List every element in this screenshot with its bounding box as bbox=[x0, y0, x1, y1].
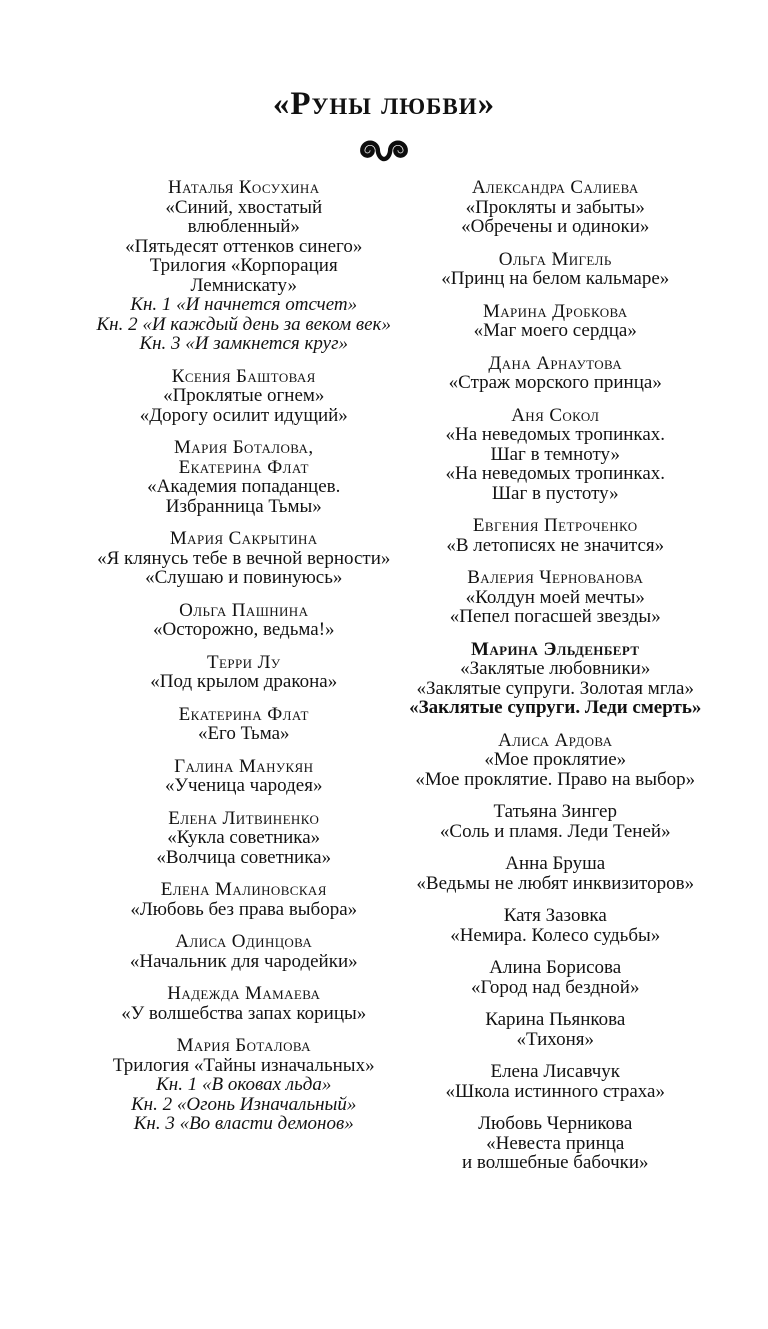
author-name-line: Татьяна Зингер bbox=[493, 801, 617, 822]
author-name bbox=[400, 250, 712, 270]
author-name-line: Алина Борисова bbox=[489, 957, 622, 978]
book-title-line: «На неведомых тропинках. bbox=[445, 424, 666, 445]
book-entry bbox=[400, 302, 712, 341]
book-entry bbox=[400, 906, 712, 945]
book-title-line: Кн. 1 «В оковах льда» bbox=[156, 1074, 332, 1095]
book-title-line: влюбленный» bbox=[187, 216, 300, 237]
book-entry bbox=[88, 984, 400, 1023]
author-name-line: Елена Лисавчук bbox=[490, 1061, 621, 1082]
author-name bbox=[88, 757, 400, 777]
author-name bbox=[88, 932, 400, 952]
book-entry bbox=[88, 809, 400, 868]
book-title-line: Лемнискату» bbox=[190, 274, 297, 296]
book-entry bbox=[88, 178, 400, 354]
book-title-line: «Страж морского принца» bbox=[448, 372, 662, 393]
book-title-line: «Заклятые супруги. Леди смерть» bbox=[409, 697, 702, 718]
author-name-line: Александра Салиева bbox=[471, 177, 639, 198]
book-title-line: «Пепел погасшей звезды» bbox=[449, 606, 661, 627]
book-title-line: «Пятьдесят оттенков синего» bbox=[125, 235, 363, 257]
right-column bbox=[400, 178, 712, 1186]
book-entry bbox=[88, 653, 400, 692]
book-entry bbox=[400, 802, 712, 841]
author-name-line: Мария Боталова bbox=[176, 1035, 311, 1056]
author-name-line: Марина Эльденберт bbox=[471, 638, 640, 660]
book-title-line: «Проклятые огнем» bbox=[163, 385, 325, 406]
book-title-line: «У волшебства запах корицы» bbox=[121, 1002, 367, 1024]
book-title-line: Шаг в темноту» bbox=[490, 443, 621, 465]
author-name bbox=[88, 178, 400, 198]
book-entry bbox=[400, 178, 712, 237]
book-title-line: «Мое проклятие» bbox=[484, 749, 627, 770]
book-title-line: «Под крылом дракона» bbox=[150, 671, 338, 692]
book-title-line: «Ведьмы не любят инквизиторов» bbox=[416, 872, 695, 894]
book-title-line: «Синий, хвостатый bbox=[165, 196, 323, 218]
book-title-line: Избранница Тьмы» bbox=[165, 495, 322, 517]
author-name bbox=[400, 568, 712, 588]
book-title-line: «На неведомых тропинках. bbox=[445, 463, 666, 484]
author-name bbox=[400, 1010, 712, 1030]
book-entry bbox=[88, 601, 400, 640]
author-name-line: Дана Арнаутова bbox=[488, 352, 623, 374]
book-title-line: «Принц на белом кальмаре» bbox=[441, 268, 670, 289]
book-entry bbox=[400, 568, 712, 627]
author-name bbox=[400, 178, 712, 198]
author-name bbox=[88, 880, 400, 900]
book-title-line: «Немира. Колесо судьбы» bbox=[450, 924, 661, 946]
author-name-line: Екатерина Флат bbox=[178, 456, 309, 478]
author-name bbox=[400, 406, 712, 426]
book-title-line: «Тихоня» bbox=[516, 1028, 594, 1050]
author-name bbox=[400, 302, 712, 322]
author-name-line: Марина Дробкова bbox=[482, 300, 628, 322]
author-name-line: Терри Лу bbox=[207, 651, 281, 673]
book-title-line: «Слушаю и повинуюсь» bbox=[145, 567, 343, 588]
book-title-line: Трилогия «Корпорация bbox=[149, 255, 338, 276]
book-title-line: Шаг в пустоту» bbox=[491, 482, 619, 504]
author-name-line: Ольга Пашнина bbox=[179, 599, 309, 621]
book-title-line: «Невеста принца bbox=[486, 1132, 625, 1154]
author-name-line: Валерия Чернованова bbox=[467, 567, 644, 588]
book-entry bbox=[400, 354, 712, 393]
author-name bbox=[88, 438, 400, 477]
book-list-columns bbox=[0, 178, 768, 1186]
book-title-line: Кн. 2 «Огонь Изначальный» bbox=[131, 1093, 357, 1115]
author-name bbox=[400, 516, 712, 536]
author-name-line: Наталья Косухина bbox=[167, 177, 320, 198]
author-name bbox=[88, 705, 400, 725]
author-name bbox=[400, 854, 712, 874]
author-name bbox=[88, 653, 400, 673]
author-name bbox=[400, 958, 712, 978]
author-name bbox=[400, 1062, 712, 1082]
book-title-line: «Колдун моей мечты» bbox=[465, 586, 645, 608]
book-entry bbox=[88, 880, 400, 919]
book-title-line: «Соль и пламя. Леди Теней» bbox=[439, 820, 671, 842]
author-name-line: Ольга Мигель bbox=[498, 248, 612, 270]
book-entry bbox=[400, 1062, 712, 1101]
book-entry bbox=[88, 932, 400, 971]
author-name bbox=[88, 984, 400, 1004]
author-name-line: Екатерина Флат bbox=[178, 703, 309, 725]
author-name bbox=[88, 529, 400, 549]
book-title-line: Кн. 2 «И каждый день за веком век» bbox=[96, 313, 391, 335]
author-name bbox=[400, 354, 712, 374]
author-name-line: Галина Манукян bbox=[174, 755, 314, 777]
book-title-line: и волшебные бабочки» bbox=[461, 1152, 649, 1173]
author-name-line: Алиса Ардова bbox=[498, 729, 613, 751]
book-title-line: «Маг моего сердца» bbox=[473, 320, 637, 341]
book-title-line: «Его Тьма» bbox=[197, 723, 290, 744]
author-name bbox=[88, 367, 400, 387]
left-column bbox=[88, 178, 400, 1186]
book-entry bbox=[400, 958, 712, 997]
book-entry bbox=[88, 438, 400, 516]
author-name-line: Евгения Петроченко bbox=[472, 515, 638, 536]
book-title-line: «Начальник для чародейки» bbox=[129, 950, 358, 972]
page-title: «Руны любви» bbox=[272, 86, 496, 122]
author-name-line: Анна Бруша bbox=[505, 853, 606, 874]
book-title-line: «Мое проклятие. Право на выбор» bbox=[415, 768, 696, 790]
book-title-line: «В летописях не значится» bbox=[446, 534, 665, 556]
book-entry bbox=[400, 250, 712, 289]
author-name bbox=[400, 906, 712, 926]
book-title-line: «Ученица чародея» bbox=[165, 775, 323, 796]
author-name bbox=[400, 731, 712, 751]
book-entry bbox=[400, 1114, 712, 1173]
book-title-line: «Заклятые супруги. Золотая мгла» bbox=[416, 677, 694, 699]
author-name-line: Катя Зазовка bbox=[503, 905, 607, 926]
book-entry bbox=[88, 529, 400, 588]
book-title-line: «Прокляты и забыты» bbox=[465, 196, 645, 218]
book-title-line: «Любовь без права выбора» bbox=[130, 898, 358, 920]
author-name bbox=[400, 1114, 712, 1134]
double-spiral-ornament-icon bbox=[0, 136, 768, 167]
author-name-line: Елена Малиновская bbox=[160, 879, 327, 900]
book-title-line: «Кукла советника» bbox=[167, 827, 321, 848]
author-name-line: Карина Пьянкова bbox=[485, 1009, 626, 1030]
author-name-line: Алиса Одинцова bbox=[175, 931, 313, 952]
author-name-line: Ксения Баштовая bbox=[171, 365, 316, 387]
book-title-line: Кн. 3 «Во власти демонов» bbox=[133, 1113, 354, 1134]
book-title-line: «Школа истинного страха» bbox=[445, 1080, 665, 1102]
book-title-line: Кн. 3 «И замкнется круг» bbox=[139, 333, 349, 354]
book-entry bbox=[400, 516, 712, 555]
book-title-line: Трилогия «Тайны изначальных» bbox=[112, 1054, 375, 1076]
book-entry bbox=[88, 705, 400, 744]
author-name bbox=[88, 601, 400, 621]
author-name-line: Аня Сокол bbox=[511, 404, 600, 426]
book-entry bbox=[400, 854, 712, 893]
author-name-line: Мария Сакрытина bbox=[169, 528, 318, 549]
book-title-line: «Волчица советника» bbox=[156, 846, 332, 868]
book-entry bbox=[88, 367, 400, 426]
author-name bbox=[400, 640, 712, 660]
author-name bbox=[400, 802, 712, 822]
author-name-line: Любовь Черникова bbox=[478, 1113, 633, 1134]
book-title-line: «Осторожно, ведьма!» bbox=[152, 619, 335, 640]
book-entry bbox=[88, 1036, 400, 1134]
author-name-line: Елена Литвиненко bbox=[168, 807, 320, 829]
book-entry bbox=[400, 640, 712, 718]
book-entry bbox=[400, 406, 712, 504]
author-name bbox=[88, 809, 400, 829]
book-title-line: «Обречены и одиноки» bbox=[461, 216, 650, 237]
book-page bbox=[0, 88, 768, 1329]
author-name-line: Мария Боталова, bbox=[174, 437, 314, 458]
book-title-line: «Заклятые любовники» bbox=[460, 658, 651, 679]
book-entry bbox=[400, 731, 712, 790]
author-name bbox=[88, 1036, 400, 1056]
book-title-line: «Дорогу осилит идущий» bbox=[139, 404, 348, 426]
book-title-line: «Академия попаданцев. bbox=[147, 476, 341, 497]
book-title-line: «Я клянусь тебе в вечной верности» bbox=[97, 547, 391, 569]
book-title-line: «Город над бездной» bbox=[471, 976, 640, 998]
book-title-line: Кн. 1 «И начнется отсчет» bbox=[130, 294, 358, 315]
book-entry bbox=[88, 757, 400, 796]
book-entry bbox=[400, 1010, 712, 1049]
author-name-line: Надежда Мамаева bbox=[167, 983, 321, 1004]
